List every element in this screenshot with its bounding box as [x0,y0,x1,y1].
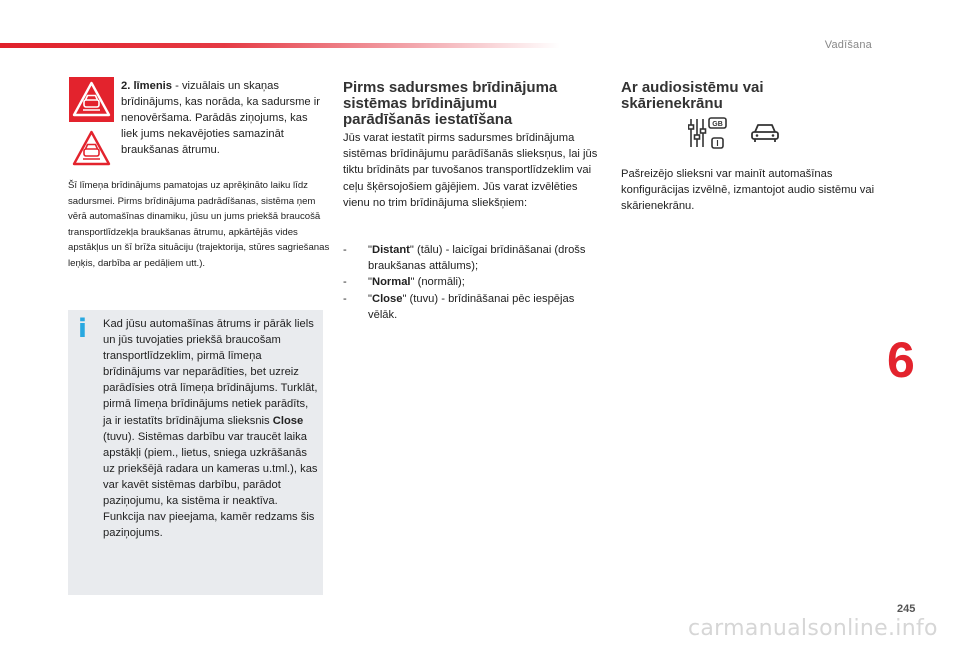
level-2-text: - vizuālais un skaņas brīdinājums, kas norāda, ka sadursme ir nenovēršama. Parādās ziņojums, kas liek jums nekavējoties samazināt braukšanas ātrumu. [121,80,320,156]
list-dash: - [343,244,347,256]
info-icon: i [78,314,87,344]
car-icon [750,122,780,144]
info-text-part-b: (tuvu). Sistēmas darbību var traucēt laika apstākļi (piem., lietus, sniega uzkrāšanās uz priekšējā radara un kameras u.tml.), kas var kavēt sistēmas darbību, parādot paziņojumu, ka sistēma ir neaktīva. Funkcija nav pieejama, kamēr redzams šis paziņojums. [103,430,318,540]
threshold-normal: Normal [371,276,411,289]
car-collision-warning-red-icon [69,77,114,122]
threshold-close: Close [371,292,403,305]
settings-heading: Pirms sadursmes brīdinājuma sistēmas brīdinājumu parādīšanās iestatīšana [343,79,558,128]
level-2-description [121,78,321,158]
settings-badge-bottom: I [716,139,719,148]
info-text [103,316,318,541]
info-text-bold: Close [272,414,304,427]
car-collision-warning-white-icon [69,126,114,171]
audio-heading: Ar audiosistēmu vai skārienekrānu [621,79,764,112]
list-item-text: "Normal" (normāli); [368,276,465,289]
list-item-text: "Distant" (tālu) - laicīgai brīdināšanai (drošs braukšanas attālums); [368,244,586,273]
level-2-label: 2. līmenis [121,80,172,92]
settings-paragraph: Jūs varat iestatīt pirms sadursmes brīdinājuma sistēmas brīdinājumu parādīšanās slieksņus, lai jūs tiktu brīdināts par tuvošanos transportlīdzeklim vai ceļu šķērsojošiem gājējiem. Jūs varat izvēlēties vienu no trim brīdinājuma sliekšņiem: [343,132,598,209]
section-title: Vadīšana [824,39,872,51]
settings-badge-top: GB [712,121,723,128]
page-number: 245 [897,603,916,615]
settings-sliders-icon [688,117,728,151]
list-item [343,291,603,323]
list-item [343,274,603,290]
list-item-text: "Close" (tuvu) - brīdināšanai pēc iespējas vēlāk. [368,292,575,321]
list-dash: - [343,292,347,305]
calculation-note: Šī līmeņa brīdinājums pamatojas uz aprēķināto laiku līdz sadursmei. Pirms brīdinājuma padrādīšanas, sistēma ņem vērā automašīnas dinamiku, jūsu un jums priekšā braucošā transportlīdzekļa braukšanas ātrumu, apkārtējās vides apstākļus un šī brīža situāciju (trajektorija, stūres sagriešanas leņķis, darbība ar pedāļiem utt.). [68,180,330,269]
threshold-list [343,242,603,323]
info-text-part-a: Kad jūsu automašīnas ātrums ir pārāk liels un jūs tuvojaties priekšā braucošam transportlīdzeklim, pirmā līmeņa brīdinājums var neparādīties, bet uzreiz parādīsies otrā līmeņa brīdinājums. Turklāt, pirmā līmeņa brīdinājums netiek parādīts, ja ir iestatīts brīdinājuma slieksnis [103,318,318,427]
list-dash: - [343,276,347,289]
info-box [68,310,323,595]
threshold-distant: Distant [371,244,410,256]
audio-paragraph: Pašreizējo slieksni var mainīt automašīnas konfigurācijas izvēlnē, izmantojot audio sistēmu vai skārienekrānu. [621,168,875,213]
header-accent-bar [0,43,560,48]
chapter-number: 6 [887,332,915,388]
watermark: carmanualsonline.info [688,616,938,641]
list-item [343,242,603,274]
